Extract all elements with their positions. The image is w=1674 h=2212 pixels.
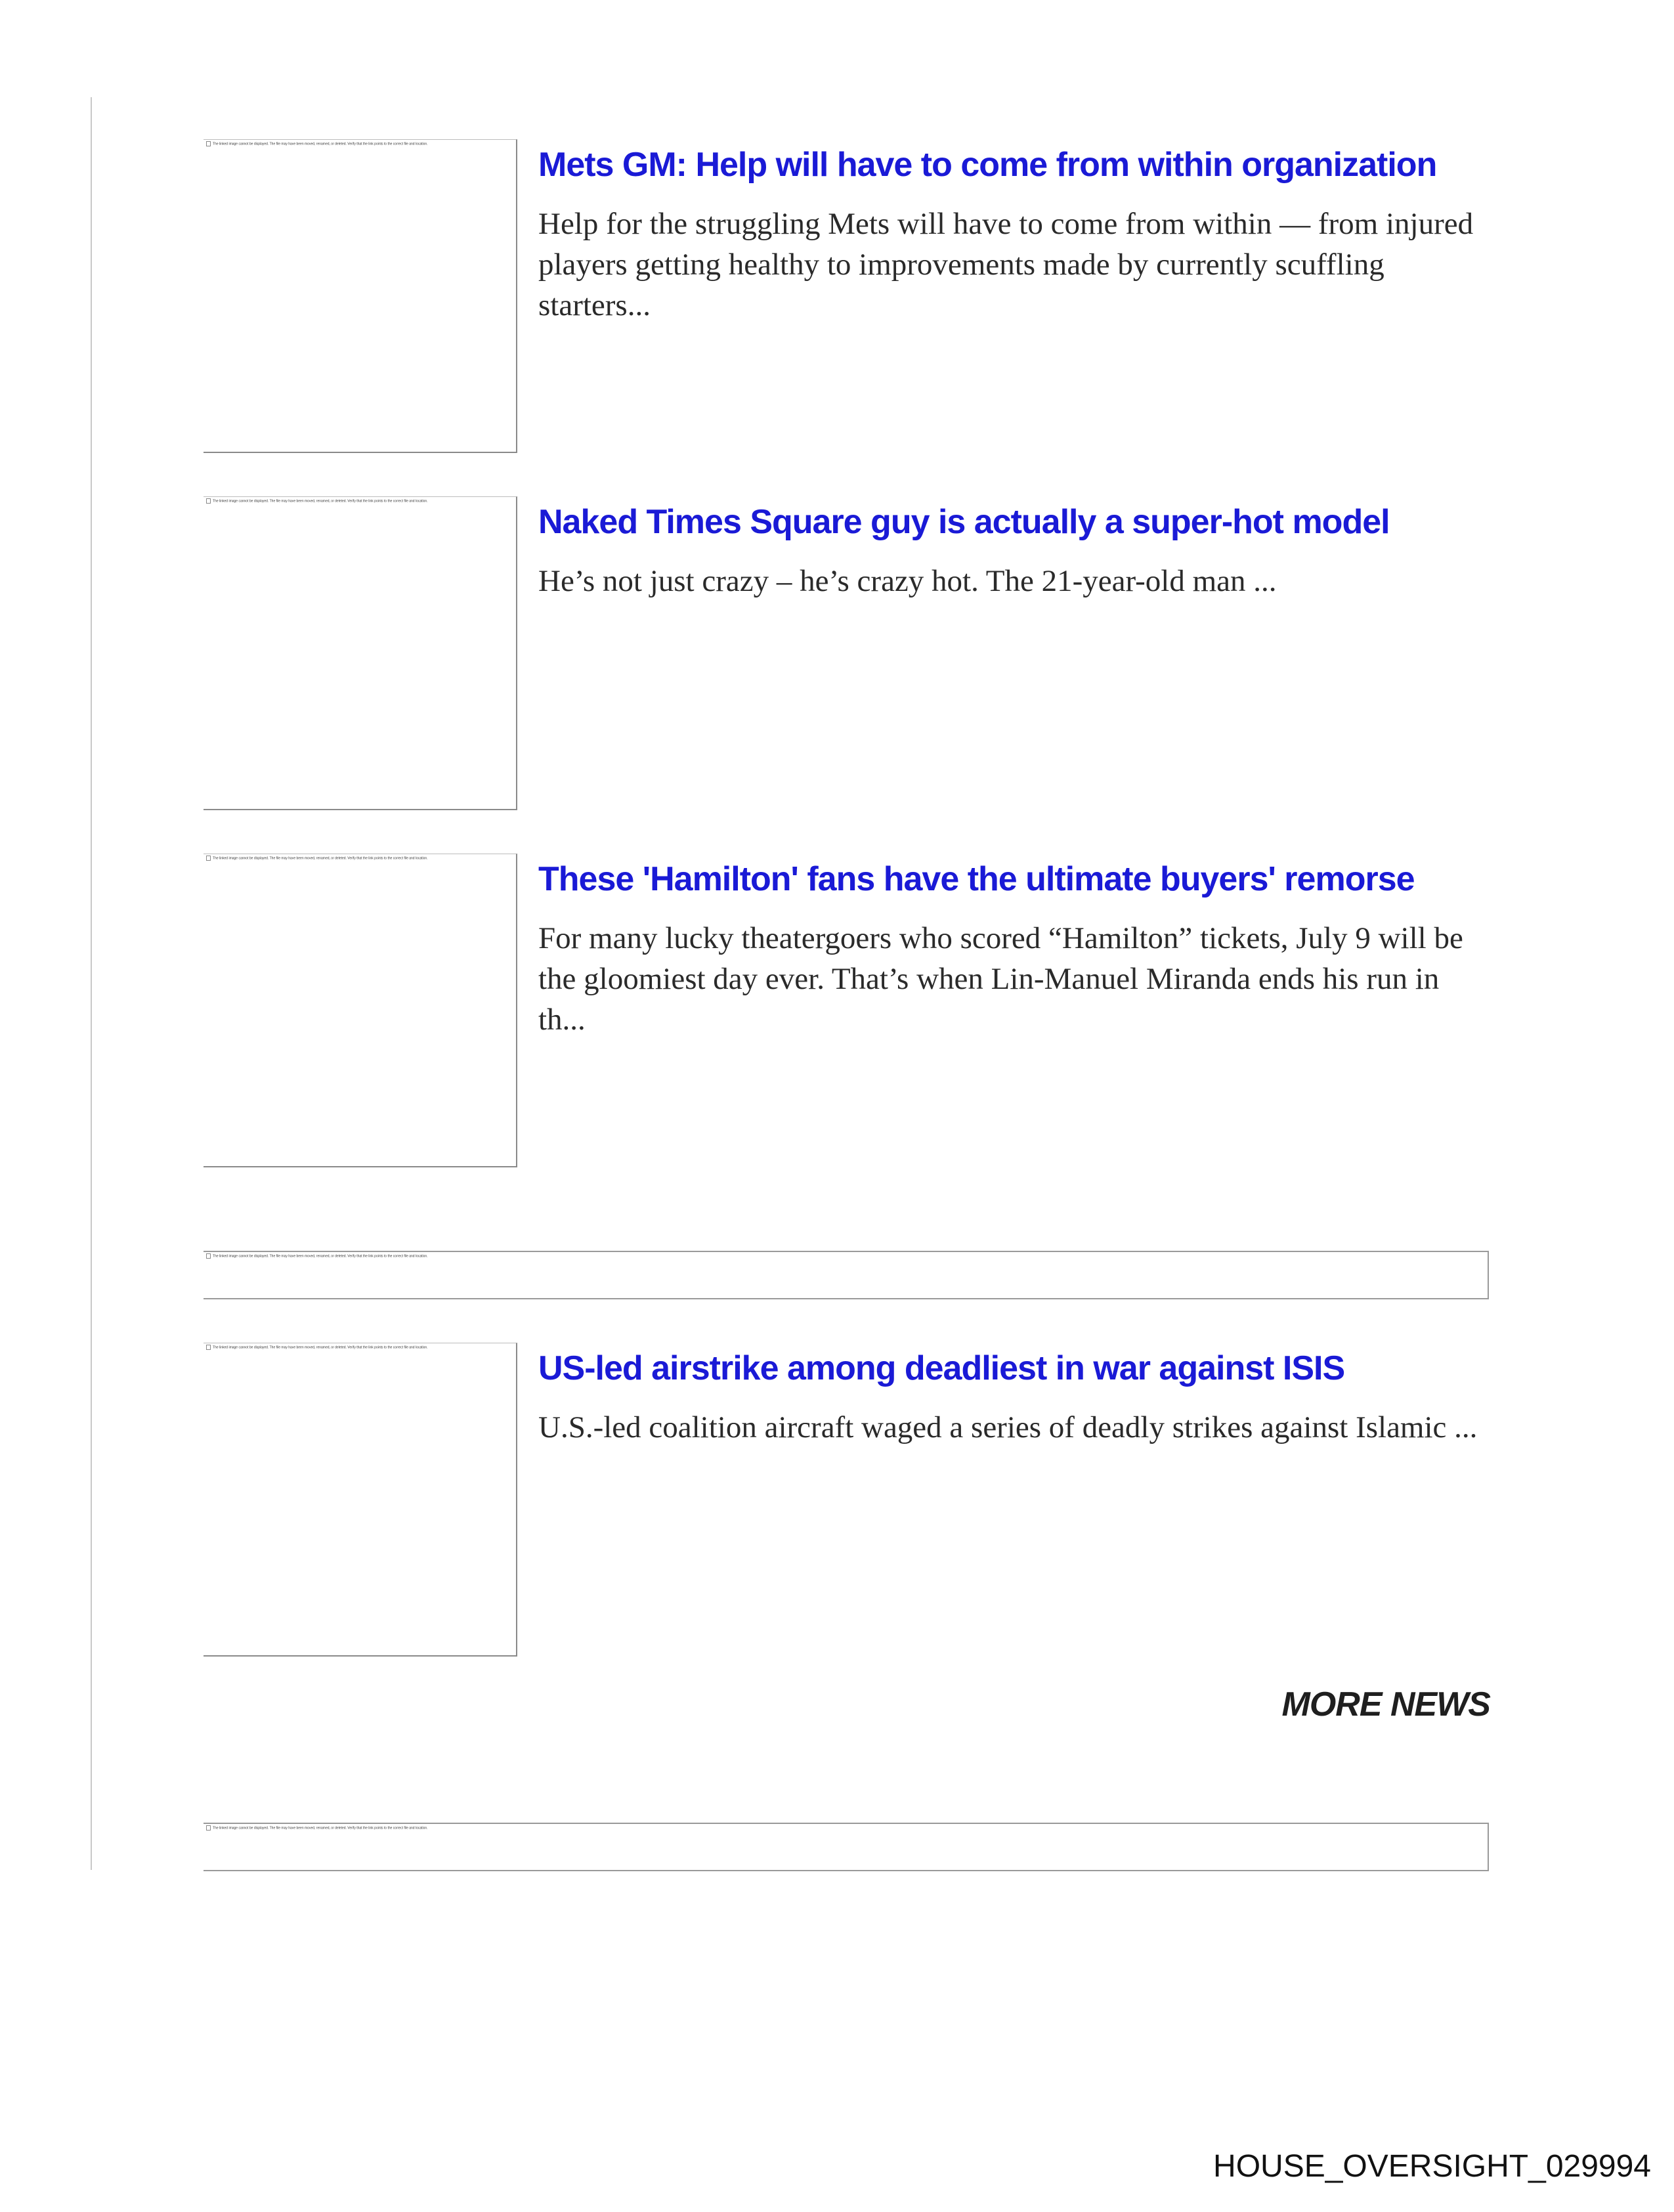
- story-summary: U.S.-led coalition aircraft waged a series of deadly strikes against Islamic ...: [538, 1410, 1478, 1444]
- bates-number: HOUSE_OVERSIGHT_029994: [1213, 2149, 1651, 2184]
- story-headline-link[interactable]: US-led airstrike among deadliest in war against ISIS: [538, 1349, 1345, 1387]
- broken-image-icon: [206, 498, 211, 504]
- broken-image-notice: [206, 498, 428, 504]
- story-summary: Help for the struggling Mets will have to come from within — from injured players getting healthy to improvements made by currently scuffling starters...: [538, 207, 1474, 322]
- banner-ad-placeholder[interactable]: [204, 1823, 1489, 1871]
- broken-image-icon: [206, 1345, 211, 1350]
- broken-image-text: The linked image cannot be displayed. The file may have been moved, renamed, or deleted. Verify that the link points to the correct file and location.: [213, 499, 428, 504]
- story-thumbnail[interactable]: [204, 854, 517, 1167]
- story-headline-link[interactable]: Naked Times Square guy is actually a super-hot model: [538, 503, 1390, 541]
- news-story: [204, 496, 1490, 812]
- broken-image-text: The linked image cannot be displayed. The file may have been moved, renamed, or deleted. Verify that the link points to the correct file and location.: [213, 142, 428, 146]
- broken-image-icon: [206, 141, 211, 146]
- broken-image-text: The linked image cannot be displayed. The file may have been moved, renamed, or deleted. Verify that the link points to the correct file and location.: [213, 856, 428, 861]
- story-headline-link[interactable]: Mets GM: Help will have to come from within organization: [538, 146, 1437, 184]
- news-story: [204, 854, 1490, 1169]
- left-margin-rule: [91, 97, 92, 1870]
- broken-image-icon: [206, 856, 211, 861]
- story-thumbnail[interactable]: [204, 496, 517, 810]
- broken-image-text: The linked image cannot be displayed. The file may have been moved, renamed, or deleted. Verify that the link points to the correct file and location.: [213, 1826, 428, 1831]
- story-summary: He’s not just crazy – he’s crazy hot. The 21-year-old man ...: [538, 564, 1277, 598]
- broken-image-text: The linked image cannot be displayed. The file may have been moved, renamed, or deleted. Verify that the link points to the correct file and location.: [213, 1345, 428, 1350]
- broken-image-text: The linked image cannot be displayed. The file may have been moved, renamed, or deleted. Verify that the link points to the correct file and location.: [213, 1254, 428, 1259]
- broken-image-notice: [206, 1825, 428, 1831]
- broken-image-icon: [206, 1253, 211, 1259]
- news-story: [204, 1343, 1490, 1658]
- more-news-link[interactable]: MORE NEWS: [1281, 1685, 1490, 1724]
- banner-ad-placeholder[interactable]: [204, 1251, 1489, 1299]
- broken-image-notice: [206, 141, 428, 146]
- news-story: [204, 139, 1490, 454]
- story-summary: For many lucky theatergoers who scored “Hamilton” tickets, July 9 will be the gloomiest day ever. That’s when Lin-Manuel Miranda ends his run in th...: [538, 921, 1463, 1037]
- story-headline-link[interactable]: These 'Hamilton' fans have the ultimate buyers' remorse: [538, 860, 1415, 898]
- broken-image-icon: [206, 1825, 211, 1831]
- broken-image-notice: [206, 1345, 428, 1350]
- story-thumbnail[interactable]: [204, 1343, 517, 1657]
- broken-image-notice: [206, 856, 428, 861]
- story-thumbnail[interactable]: [204, 139, 517, 453]
- broken-image-notice: [206, 1253, 428, 1259]
